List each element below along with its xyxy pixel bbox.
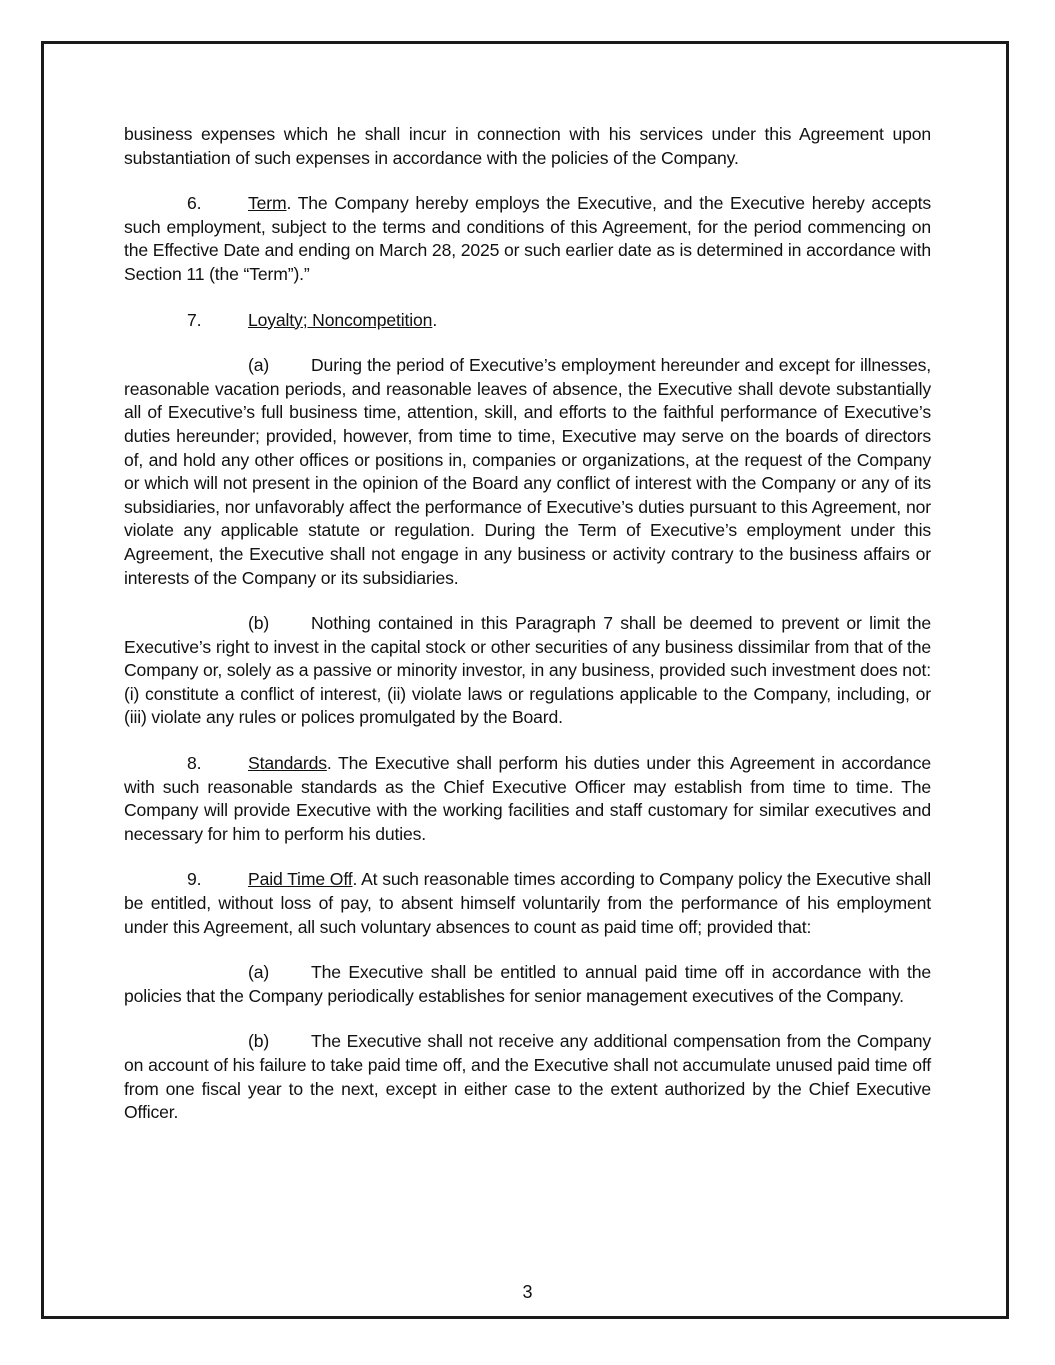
section-8-standards (124, 752, 931, 846)
page-number: 3 (522, 1282, 533, 1302)
subsection-label: (b) (248, 1031, 270, 1052)
section-number: 7. (187, 309, 202, 330)
section-7a (124, 354, 931, 590)
section-number: 9. (187, 869, 202, 890)
subsection-label: (a) (248, 355, 270, 376)
document-body (124, 123, 931, 1147)
paragraph-text: The Executive shall not receive any additional compensation from the Company on account of his failure to take paid time off, and the Executive shall not accumulate unused paid time off from one fiscal year to the next, except in either case to the extent authorized by the Chief Executive Officer. (124, 1031, 931, 1123)
section-7-loyalty (124, 309, 931, 333)
paragraph-text: The Executive shall be entitled to annual paid time off in accordance with the policies that the Company periodically establishes for senior management executives of the Company. (124, 962, 931, 1006)
section-heading: Standards (248, 753, 327, 774)
paragraph-text: business expenses which he shall incur in connection with his services under this Agreement upon substantiation of such expenses in accordance with the policies of the Company. (124, 124, 931, 168)
section-heading: Loyalty; Noncompetition (248, 309, 433, 330)
paragraph-text: Nothing contained in this Paragraph 7 shall be deemed to prevent or limit the Executive’s right to invest in the capital stock or other securities of any business dissimilar from that of the Company or, solely as a passive or minority investor, in any business, provided such investment does not: (i) constitute a conflict of interest, (ii) violate laws or regulations applicable to the Company, including, or (iii) violate any rules or polices promulgated by the Board. (124, 613, 931, 728)
section-6-term (124, 192, 931, 286)
heading-punctuation: . (432, 309, 438, 330)
subsection-label: (b) (248, 613, 270, 634)
section-number: 8. (187, 753, 202, 774)
subsection-label: (a) (248, 962, 270, 983)
paragraph-text: . At such reasonable times according to Company policy the Executive shall be entitled, without loss of pay, to absent himself voluntarily from the performance of his employment under this Agreement, all such voluntary absences to count as paid time off; provided that: (124, 869, 932, 937)
paragraph-continuation (124, 123, 931, 170)
section-9b (124, 1030, 931, 1124)
section-9-paid-time-off (124, 868, 931, 939)
section-9a (124, 961, 931, 1008)
paragraph-text: . The Executive shall perform his duties under this Agreement in accordance with such reasonable standards as the Chief Executive Officer may establish from time to time. The Company will provide Executive with the working facilities and staff customary for similar executives and necessary for him to perform his duties. (124, 753, 931, 844)
paragraph-text: . The Company hereby employs the Executive, and the Executive hereby accepts such employment, subject to the terms and conditions of this Agreement, for the period commencing on the Effective Date and ending on March 28, 2025 or such earlier date as is determined in accordance with Section 11 (the “Term”).” (124, 193, 931, 284)
section-7b (124, 612, 931, 730)
section-number: 6. (187, 193, 202, 214)
section-heading: Term (248, 193, 287, 214)
section-heading: Paid Time Off (248, 869, 353, 890)
paragraph-text: During the period of Executive’s employment hereunder and except for illnesses, reasonable vacation periods, and reasonable leaves of absence, the Executive shall devote substantially all of Executive’s full business time, attention, skill, and efforts to the faithful performance of Executive’s duties hereunder; provided, however, from time to time, Executive may serve on the boards of directors of, and hold any other offices or positions in, companies or organizations, at the request of the Company or which will not present in the opinion of the Board any conflict of interest with the Company or any of its subsidiaries, nor unfavorably affect the performance of Executive’s duties pursuant to this Agreement, nor violate any applicable statute or regulation. During the Term of Executive’s employment under this Agreement, the Executive shall not engage in any business or activity contrary to the business affairs or interests of the Company or its subsidiaries. (124, 355, 931, 588)
